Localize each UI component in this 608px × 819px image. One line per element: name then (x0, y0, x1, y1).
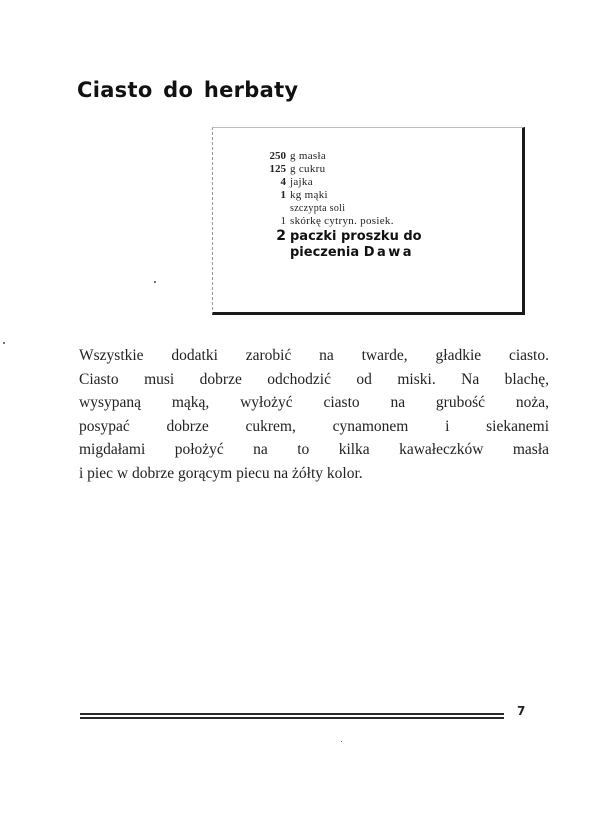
ingredient-item-baking-powder-cont (258, 245, 422, 261)
footer-double-rule (80, 713, 504, 719)
instruction-line: migdałami położyć na to kilka kawałeczków masła (79, 441, 549, 458)
ingredient-text: g masła (290, 150, 327, 162)
ingredient-text: kg mąki (290, 189, 328, 201)
ingredient-item (258, 163, 422, 176)
ingredient-item (258, 176, 422, 189)
ingredient-item-baking-powder (258, 228, 422, 245)
scan-speck (341, 741, 342, 742)
ingredient-item (258, 215, 422, 228)
ingredient-text: g cukru (290, 163, 326, 175)
instruction-line: wysypaną mąką, wyłożyć ciasto na grubość noża, (79, 394, 549, 411)
ingredient-item (258, 189, 422, 202)
instruction-line: Wszystkie dodatki zarobić na twarde, gładkie ciasto. (79, 347, 549, 364)
ingredient-quantity: 250 (269, 150, 286, 162)
ingredient-text: pieczenia (290, 245, 360, 260)
ingredient-quantity: 1 (280, 189, 286, 201)
instruction-line: Ciasto musi dobrze odchodzić od miski. Na blachę, (79, 370, 549, 388)
scan-speck (3, 342, 5, 344)
ingredient-quantity: 4 (280, 176, 286, 188)
ingredient-item (258, 202, 422, 215)
ingredients-list (258, 150, 422, 261)
page-number: 7 (517, 704, 526, 718)
ingredient-quantity: 125 (269, 163, 286, 175)
recipe-instructions (79, 344, 549, 485)
ingredients-box (212, 127, 525, 315)
ingredient-text: skórkę cytryn. posiek. (290, 215, 394, 227)
scan-speck (154, 281, 156, 283)
recipe-title: Ciasto do herbaty (77, 78, 299, 102)
ingredient-text: jajka (290, 176, 313, 188)
ingredient-quantity: 2 (276, 228, 286, 244)
instruction-line: i piec w dobrze gorącym piecu na żółty kolor. (79, 464, 363, 482)
ingredient-text: paczki proszku do (290, 229, 422, 244)
brand-name: Dawa (363, 245, 415, 260)
ingredient-quantity: 1 (280, 215, 286, 227)
ingredient-text: szczypta soli (290, 203, 346, 214)
instruction-line: posypać dobrze cukrem, cynamonem i siekanemi (79, 417, 549, 435)
ingredient-item (258, 150, 422, 163)
